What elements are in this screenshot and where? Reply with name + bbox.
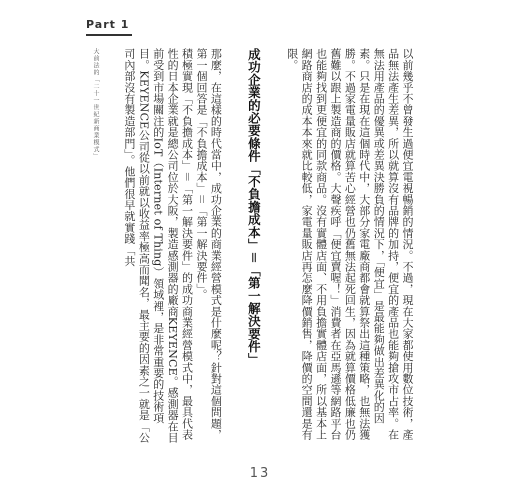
paragraph-3: 積極實現「不負擔成本」＝「第一解決要件」的成功商業經營模式中，最具代表性的日本企業就是總公司位於大阪，製造感測器的廠商KEYENCE。感測器在目前受到市場關注的IoT（Internet of Thing）領域裡，是非常重要的技術項目。KEYENCE公司從以前就以收益率極高而聞名，最主要的因素之一就是「公司內部沒有製造部門」。他們很早就實踐「共 — [122, 48, 194, 444]
vertical-body-text — [122, 48, 415, 444]
page-number: 13 — [249, 466, 271, 481]
running-chapter-title: 大前法的「二十一世紀新商業模式」 — [92, 48, 99, 160]
part-rule — [86, 34, 132, 36]
paragraph-2: 那麼，在這樣的時代當中，成功企業的商業經營模式是什麼呢？針對這個問題，第一個回答是「不負擔成本」＝「第一解決要件」。 — [194, 48, 223, 440]
section-heading: 成功企業的必要條件「不負擔成本」＝「第一解決要件」 — [246, 48, 262, 366]
part-label: Part 1 — [86, 18, 130, 31]
paragraph-1: 以前幾乎不曾發生過便宜電視暢銷的情況。不過，現在大家都使用數位技術，產品無法產生差異，所以就算沒有品牌的加持，便宜的產品也能夠搶攻市占率。在無法用產品的優異或差異決勝負的情況下，「便宜」是最能夠做出差異化的因素。只是在現在這個時代中，大部分家電廠商都會就算祭出這種策略，也無法獲勝。不過家電量販店就算苦心經營也仍舊無法起死回生，因為就算價格低廉也仍舊難以跟上製造商的價格。大聲疾呼「便宜賣喔！」消費者在亞馬遜等網路平台也能夠找到更便宜的同款商品。沒有實體店面、不用負擔實體店面，所以基本上網路商店的成本本來就比較低，家電量販店再怎麼降價銷售，降價的空間還是有限。 — [285, 48, 414, 440]
